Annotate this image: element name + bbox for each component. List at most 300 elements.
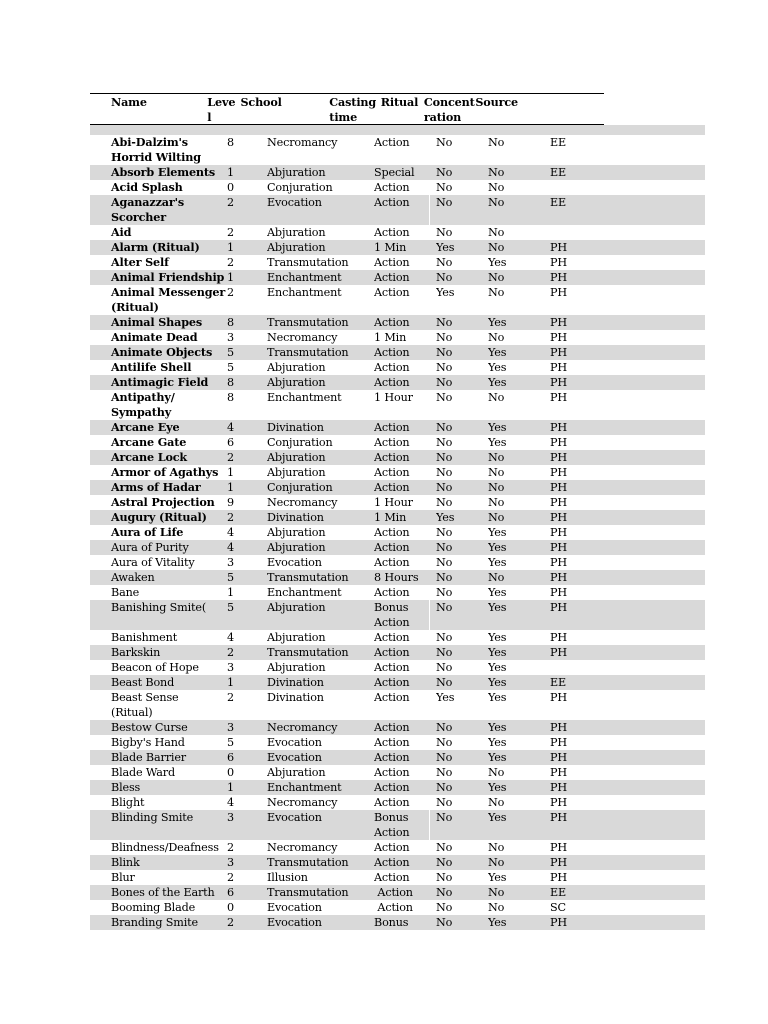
header-school: School [240, 95, 282, 109]
cell-cast: Action [374, 376, 410, 389]
cell-ritual: No [436, 676, 453, 689]
cell-name: Animate Objects [111, 345, 213, 359]
cell-src: PH [550, 736, 567, 749]
cell-src: PH [550, 766, 567, 779]
cell-conc: No [488, 136, 505, 149]
cell-cast: Action [374, 631, 410, 644]
table-row [90, 600, 705, 630]
cell-cast: Action [374, 661, 410, 674]
cell-ritual: No [436, 556, 453, 569]
cell-name: Animate Dead [111, 330, 198, 344]
cell-ritual: No [436, 466, 453, 479]
cell-level: 4 [227, 631, 234, 644]
cell-conc: No [488, 886, 505, 899]
cell-conc: No [488, 286, 505, 299]
cell-name: Absorb Elements [111, 165, 216, 179]
cell-conc: No [488, 796, 505, 809]
cell-src: PH [550, 376, 567, 389]
cell-cast: Bonus Action [374, 811, 410, 839]
cell-src: PH [550, 841, 567, 854]
cell-ritual: No [436, 781, 453, 794]
cell-conc: No [488, 271, 505, 284]
table-row [90, 810, 705, 840]
table-row [90, 165, 705, 180]
cell-conc: Yes [488, 691, 507, 704]
cell-src: EE [550, 676, 567, 689]
table-row [90, 435, 705, 450]
header-level: Leve l [207, 95, 236, 124]
cell-cast: Action [374, 796, 410, 809]
cell-src: PH [550, 241, 567, 254]
cell-level: 5 [227, 346, 234, 359]
header-source: Source [475, 95, 518, 109]
cell-src [550, 180, 705, 195]
cell-name: Blinding Smite [111, 811, 194, 824]
cell-src: PH [550, 811, 567, 824]
cell-level: 0 [227, 901, 234, 914]
cell-src: PH [550, 781, 567, 794]
table-row [90, 870, 705, 885]
cell-school: Transmutation [267, 571, 349, 584]
cell-ritual: No [436, 766, 453, 779]
cell-school: Abjuration [267, 541, 326, 554]
cell-conc: Yes [488, 586, 507, 599]
cell-ritual: No [436, 856, 453, 869]
cell-src: PH [550, 796, 567, 809]
cell-ritual: Yes [436, 511, 455, 524]
cell-name: Blur [111, 871, 135, 884]
cell-level: 2 [227, 841, 234, 854]
cell-cast: Action [374, 421, 410, 434]
cell-cast: Action [374, 436, 410, 449]
cell-ritual: No [436, 841, 453, 854]
table-row [90, 780, 705, 795]
table-row [90, 885, 705, 900]
cell-cast: Action [374, 901, 413, 914]
cell-src [550, 225, 705, 240]
cell-cast: Action [374, 586, 410, 599]
cell-src: PH [550, 256, 567, 269]
cell-name: Booming Blade [111, 901, 196, 914]
cell-ritual: No [436, 526, 453, 539]
cell-level: 2 [227, 871, 234, 884]
cell-ritual: No [436, 751, 453, 764]
cell-cast: 1 Hour [374, 496, 413, 509]
cell-src: PH [550, 571, 567, 584]
cell-school: Conjuration [267, 481, 333, 494]
cell-level: 3 [227, 556, 234, 569]
cell-ritual: No [436, 346, 453, 359]
cell-cast: 8 Hours [374, 571, 419, 584]
cell-name: Blade Barrier [111, 751, 186, 764]
cell-name: Banishment [111, 631, 178, 644]
cell-ritual: No [436, 256, 453, 269]
cell-conc: No [488, 331, 505, 344]
cell-cast: 1 Min [374, 331, 407, 344]
table-row [90, 525, 705, 540]
cell-level: 2 [227, 256, 234, 269]
cell-level: 4 [227, 421, 234, 434]
cell-school: Abjuration [267, 661, 326, 674]
cell-conc: Yes [488, 421, 507, 434]
cell-name: Blindness/Deafness [111, 841, 219, 854]
cell-ritual: No [436, 496, 453, 509]
cell-src: PH [550, 556, 567, 569]
cell-school: Abjuration [267, 601, 326, 614]
cell-level: 1 [227, 466, 234, 479]
cell-name: Aura of Purity [111, 541, 189, 554]
spell-table [90, 93, 705, 930]
cell-name: Augury (Ritual) [111, 510, 207, 524]
cell-cast: Action [374, 721, 410, 734]
cell-ritual: No [436, 451, 453, 464]
cell-ritual: No [436, 916, 453, 929]
table-row [90, 540, 705, 555]
cell-cast: Bonus [374, 916, 409, 929]
cell-ritual: No [436, 226, 453, 239]
table-row [90, 330, 705, 345]
cell-school: Evocation [267, 736, 322, 749]
cell-conc: Yes [488, 736, 507, 749]
cell-ritual: No [436, 421, 453, 434]
header-ritual: Ritual [380, 95, 419, 109]
cell-school: Abjuration [267, 526, 326, 539]
cell-src: PH [550, 541, 567, 554]
cell-conc: Yes [488, 916, 507, 929]
cell-conc: Yes [488, 256, 507, 269]
cell-level: 6 [227, 886, 234, 899]
table-row [90, 675, 705, 690]
cell-ritual: No [436, 601, 453, 614]
cell-divider [429, 195, 430, 225]
cell-name: Bigby's Hand [111, 736, 185, 749]
cell-src: PH [550, 586, 567, 599]
header-concentration: Concent ration [423, 95, 475, 124]
cell-name: Branding Smite [111, 916, 198, 929]
cell-ritual: No [436, 541, 453, 554]
cell-name: Bones of the Earth [111, 886, 215, 899]
cell-level: 5 [227, 736, 234, 749]
cell-src: PH [550, 496, 567, 509]
header-spacer [90, 125, 705, 135]
cell-src: PH [550, 646, 567, 659]
cell-src: EE [550, 886, 567, 899]
cell-school: Abjuration [267, 166, 326, 179]
cell-name: Arms of Hadar [111, 480, 201, 494]
cell-ritual: No [436, 391, 453, 404]
cell-level: 1 [227, 481, 234, 494]
cell-school: Transmutation [267, 346, 349, 359]
cell-level: 9 [227, 496, 234, 509]
cell-ritual: No [436, 361, 453, 374]
cell-src: PH [550, 526, 567, 539]
cell-src: EE [550, 196, 567, 209]
cell-name: Beacon of Hope [111, 661, 199, 674]
cell-cast: Action [374, 856, 410, 869]
cell-school: Enchantment [267, 271, 342, 284]
cell-ritual: No [436, 481, 453, 494]
cell-name: Animal Shapes [111, 315, 203, 329]
table-row [90, 765, 705, 780]
cell-src: PH [550, 691, 567, 704]
cell-level: 5 [227, 361, 234, 374]
cell-cast: Action [374, 451, 410, 464]
cell-ritual: No [436, 331, 453, 344]
cell-ritual: No [436, 136, 453, 149]
cell-level: 5 [227, 601, 234, 614]
cell-conc: No [488, 481, 505, 494]
cell-school: Divination [267, 511, 324, 524]
cell-level: 5 [227, 571, 234, 584]
cell-conc: Yes [488, 556, 507, 569]
table-row [90, 360, 705, 375]
table-row [90, 900, 705, 915]
table-row [90, 750, 705, 765]
cell-cast: Action [374, 136, 410, 149]
cell-cast: Action [374, 751, 410, 764]
cell-divider [429, 810, 430, 840]
table-row [90, 555, 705, 570]
cell-name: Beast Bond [111, 676, 175, 689]
cell-name: Bane [111, 586, 140, 599]
cell-cast: Action [374, 346, 410, 359]
table-row [90, 510, 705, 525]
cell-cast: Action [374, 271, 410, 284]
cell-level: 0 [227, 181, 234, 194]
cell-ritual: No [436, 811, 453, 824]
cell-conc: Yes [488, 661, 507, 674]
table-row [90, 795, 705, 810]
cell-cast: Action [374, 556, 410, 569]
cell-name: Aganazzar's Scorcher [111, 195, 185, 224]
cell-src: PH [550, 271, 567, 284]
cell-name: Blade Ward [111, 766, 176, 779]
cell-level: 4 [227, 526, 234, 539]
cell-ritual: No [436, 646, 453, 659]
cell-conc: No [488, 166, 505, 179]
table-row [90, 645, 705, 660]
cell-src: PH [550, 916, 567, 929]
cell-cast: Action [374, 316, 410, 329]
cell-src: EE [550, 136, 567, 149]
cell-src: PH [550, 601, 567, 614]
cell-name: Alter Self [111, 255, 169, 269]
table-row [90, 630, 705, 645]
cell-src: PH [550, 871, 567, 884]
cell-level: 1 [227, 241, 234, 254]
table-header [90, 93, 604, 125]
cell-school: Transmutation [267, 886, 349, 899]
cell-conc: No [488, 391, 505, 404]
cell-cast: Action [374, 886, 413, 899]
cell-name: Acid Splash [111, 180, 183, 194]
cell-school: Abjuration [267, 466, 326, 479]
table-row [90, 855, 705, 870]
cell-school: Necromancy [267, 331, 338, 344]
cell-ritual: No [436, 631, 453, 644]
cell-school: Necromancy [267, 796, 338, 809]
cell-ritual: No [436, 571, 453, 584]
cell-name: Astral Projection [111, 495, 215, 509]
cell-conc: Yes [488, 361, 507, 374]
cell-level: 8 [227, 136, 234, 149]
cell-conc: Yes [488, 316, 507, 329]
cell-ritual: No [436, 736, 453, 749]
cell-school: Divination [267, 676, 324, 689]
cell-school: Evocation [267, 811, 322, 824]
cell-conc: No [488, 241, 505, 254]
cell-cast: Action [374, 256, 410, 269]
cell-ritual: No [436, 316, 453, 329]
table-row [90, 135, 705, 165]
cell-school: Evocation [267, 901, 322, 914]
cell-level: 3 [227, 721, 234, 734]
cell-level: 8 [227, 376, 234, 389]
cell-school: Necromancy [267, 136, 338, 149]
cell-level: 4 [227, 796, 234, 809]
cell-name: Aura of Life [111, 525, 184, 539]
cell-ritual: No [436, 181, 453, 194]
table-row [90, 735, 705, 750]
cell-school: Enchantment [267, 286, 342, 299]
cell-src: PH [550, 421, 567, 434]
cell-cast: 1 Hour [374, 391, 413, 404]
table-row [90, 840, 705, 855]
cell-conc: No [488, 856, 505, 869]
table-row [90, 375, 705, 390]
cell-school: Evocation [267, 751, 322, 764]
cell-ritual: No [436, 166, 453, 179]
cell-src: PH [550, 751, 567, 764]
cell-school: Conjuration [267, 181, 333, 194]
cell-conc: Yes [488, 676, 507, 689]
header-name: Name [111, 95, 147, 109]
table-row [90, 660, 705, 675]
cell-conc: Yes [488, 601, 507, 614]
cell-cast: Action [374, 226, 410, 239]
cell-src: PH [550, 286, 567, 299]
table-row [90, 225, 705, 240]
table-row [90, 315, 705, 330]
cell-school: Abjuration [267, 631, 326, 644]
cell-conc: No [488, 571, 505, 584]
cell-ritual: No [436, 436, 453, 449]
cell-school: Abjuration [267, 226, 326, 239]
cell-conc: Yes [488, 631, 507, 644]
cell-level: 1 [227, 781, 234, 794]
cell-src: PH [550, 856, 567, 869]
table-row [90, 720, 705, 735]
cell-conc: Yes [488, 781, 507, 794]
cell-level: 8 [227, 316, 234, 329]
table-row [90, 195, 705, 225]
cell-level: 1 [227, 676, 234, 689]
cell-conc: No [488, 901, 505, 914]
cell-name: Beast Sense (Ritual) [111, 691, 179, 719]
cell-src: PH [550, 346, 567, 359]
cell-cast: Special [374, 166, 415, 179]
cell-school: Transmutation [267, 316, 349, 329]
table-row [90, 495, 705, 510]
table-row [90, 480, 705, 495]
cell-name: Antipathy/ Sympathy [111, 390, 175, 419]
cell-level: 2 [227, 286, 234, 299]
cell-level: 6 [227, 436, 234, 449]
cell-level: 4 [227, 541, 234, 554]
cell-src: PH [550, 361, 567, 374]
cell-cast: Action [374, 871, 410, 884]
cell-name: Arcane Eye [111, 420, 180, 434]
cell-school: Evocation [267, 556, 322, 569]
cell-cast: Action [374, 691, 410, 704]
cell-ritual: No [436, 196, 453, 209]
cell-name: Animal Friendship [111, 270, 225, 284]
cell-conc: No [488, 451, 505, 464]
cell-level: 0 [227, 766, 234, 779]
cell-level: 8 [227, 391, 234, 404]
cell-src: PH [550, 466, 567, 479]
cell-conc: No [488, 496, 505, 509]
cell-name: Alarm (Ritual) [111, 240, 200, 254]
table-row [90, 465, 705, 480]
cell-src: SC [550, 901, 566, 914]
cell-name: Abi-Dalzim's Horrid Wilting [111, 135, 201, 164]
cell-name: Banishing Smite( [111, 601, 207, 614]
cell-name: Blight [111, 796, 145, 809]
cell-ritual: No [436, 721, 453, 734]
table-row [90, 390, 705, 420]
table-row [90, 285, 705, 315]
cell-cast: 1 Min [374, 241, 407, 254]
cell-school: Abjuration [267, 361, 326, 374]
cell-src [550, 660, 705, 675]
cell-cast: Action [374, 466, 410, 479]
cell-level: 3 [227, 811, 234, 824]
cell-conc: Yes [488, 541, 507, 554]
cell-divider [429, 600, 430, 630]
cell-school: Abjuration [267, 766, 326, 779]
cell-conc: Yes [488, 721, 507, 734]
cell-name: Barkskin [111, 646, 161, 659]
cell-src: PH [550, 391, 567, 404]
cell-cast: Action [374, 196, 410, 209]
cell-school: Transmutation [267, 646, 349, 659]
cell-school: Divination [267, 691, 324, 704]
cell-conc: No [488, 226, 505, 239]
cell-school: Enchantment [267, 391, 342, 404]
table-row [90, 420, 705, 435]
cell-cast: Action [374, 766, 410, 779]
cell-conc: Yes [488, 751, 507, 764]
table-row [90, 585, 705, 600]
cell-ritual: Yes [436, 241, 455, 254]
cell-name: Antilife Shell [111, 360, 192, 374]
cell-school: Abjuration [267, 451, 326, 464]
cell-cast: Action [374, 181, 410, 194]
cell-cast: Action [374, 361, 410, 374]
cell-ritual: No [436, 586, 453, 599]
cell-level: 2 [227, 451, 234, 464]
cell-name: Aura of Vitality [111, 556, 195, 569]
cell-school: Necromancy [267, 841, 338, 854]
cell-conc: Yes [488, 526, 507, 539]
cell-conc: No [488, 841, 505, 854]
table-row [90, 270, 705, 285]
table-row [90, 915, 705, 930]
cell-school: Divination [267, 421, 324, 434]
cell-level: 1 [227, 166, 234, 179]
cell-level: 3 [227, 856, 234, 869]
